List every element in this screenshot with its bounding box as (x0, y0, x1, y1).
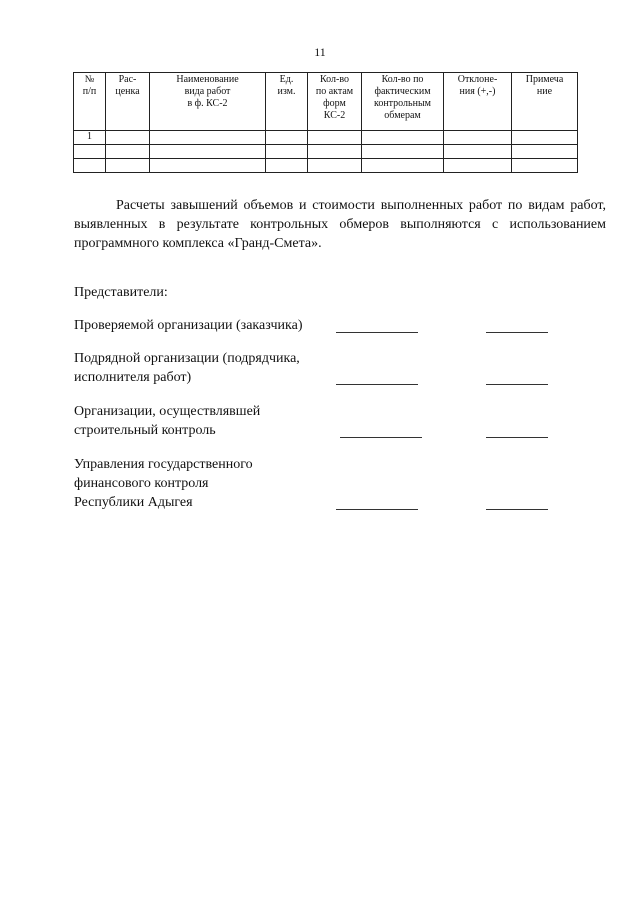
signature-name-line (486, 332, 548, 333)
signature-label: Организации, осуществлявшей строительный контроль (74, 404, 261, 438)
signature-block-financial-control (74, 455, 634, 512)
signature-line (336, 332, 418, 333)
table-cell (512, 145, 578, 159)
representatives-title: Представители: (74, 285, 168, 300)
table-cell (74, 159, 106, 173)
table-cell (362, 159, 444, 173)
header-qty-measured: Кол-во по фактическим контрольным обмерам (362, 73, 444, 131)
table-cell (106, 131, 150, 145)
table-cell (512, 159, 578, 173)
signature-block-contractor (74, 349, 634, 387)
header-qty-acts: Кол-во по актам форм КС-2 (308, 73, 362, 131)
table-cell (150, 159, 266, 173)
header-work-name: Наименование вида работ в ф. КС-2 (150, 73, 266, 131)
table-cell (106, 145, 150, 159)
table-cell (106, 159, 150, 173)
table-cell (512, 131, 578, 145)
table-cell (150, 145, 266, 159)
table-header-row (74, 73, 578, 131)
page-number: 11 (314, 45, 326, 59)
table-cell (362, 145, 444, 159)
signature-block-construction-control (74, 402, 634, 440)
header-number: № п/п (74, 73, 106, 131)
signature-label: Проверяемой организации (заказчика) (74, 318, 303, 333)
signature-name-line (486, 384, 548, 385)
calculation-paragraph: Расчеты завышений объемов и стоимости выполненных работ по видам работ, выявленных в результате контрольных обмеров выполняются с использованием программного комплекса «Гранд-Смета». (74, 198, 606, 251)
works-table (73, 72, 578, 173)
table-cell (308, 145, 362, 159)
table-cell (266, 145, 308, 159)
header-deviation: Отклоне- ния (+,-) (444, 73, 512, 131)
signature-name-line (486, 437, 548, 438)
table-cell (150, 131, 266, 145)
table-row (74, 145, 578, 159)
header-unit: Ед. изм. (266, 73, 308, 131)
table-row (74, 131, 578, 145)
signature-label: Управления государственного финансового контроля Республики Адыгея (74, 457, 253, 510)
signature-line (336, 509, 418, 510)
table-cell (444, 159, 512, 173)
signature-line (336, 384, 418, 385)
table-cell (362, 131, 444, 145)
signature-block-customer (74, 316, 634, 335)
table-cell (308, 131, 362, 145)
signature-name-line (486, 509, 548, 510)
table-cell (266, 131, 308, 145)
table-cell (444, 145, 512, 159)
signature-label: Подрядной организации (подрядчика, исполнителя работ) (74, 351, 300, 385)
signature-line (340, 437, 422, 438)
table-row (74, 159, 578, 173)
table-cell (74, 145, 106, 159)
header-note: Примеча ние (512, 73, 578, 131)
table-cell: 1 (74, 131, 106, 145)
header-rate: Рас- ценка (106, 73, 150, 131)
table-cell (308, 159, 362, 173)
table-cell (444, 131, 512, 145)
table-cell (266, 159, 308, 173)
